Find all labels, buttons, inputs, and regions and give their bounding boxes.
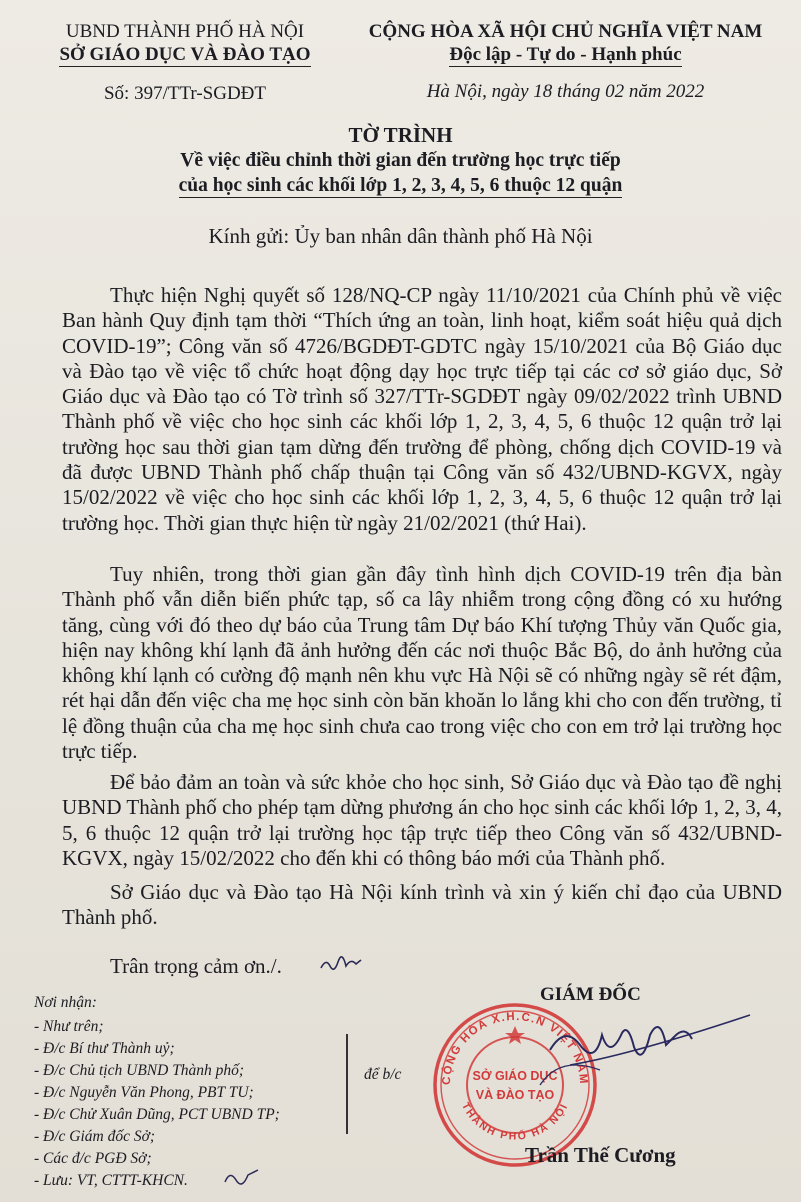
seal-bottom-text: THÀNH PHỐ HÀ NỘI — [459, 1100, 571, 1143]
signatory-position: GIÁM ĐỐC — [540, 984, 641, 1005]
recipient-item: - Lưu: VT, CTTT-KHCN. — [34, 1172, 188, 1189]
handwritten-initial — [318, 952, 366, 976]
national-motto — [330, 43, 801, 66]
recipient-item: - Các đ/c PGĐ Sở; — [34, 1150, 152, 1167]
recipient-item: - Đ/c Bí thư Thành uỷ; — [34, 1040, 175, 1057]
recipient-item: - Như trên; — [34, 1018, 104, 1035]
addressee: Kính gửi: Ủy ban nhân dân thành phố Hà Nội — [208, 224, 593, 248]
seal-outer-text: CỘNG HÒA X.H.C.N VIỆT NAM — [440, 1010, 590, 1086]
document-subtitle-2-text: của học sinh các khối lớp 1, 2, 3, 4, 5, 6 thuộc 12 quận — [178, 175, 623, 196]
national-title: CỘNG HÒA XÃ HỘI CHỦ NGHĨA VIỆT NAM — [368, 21, 763, 42]
document-title: TỜ TRÌNH — [348, 123, 453, 147]
paragraph-1: Thực hiện Nghị quyết số 128/NQ-CP ngày 11/10/2021 của Chính phủ về việc Ban hành Quy định tạm thời “Thích ứng an toàn, linh hoạt, kiểm soát hiệu quả dịch COVID-19”; Công văn số 4726/BGDĐT-GDTC ngày 15/10/2021 của Bộ Giáo dục và Đào tạo về việc tổ chức hoạt động dạy học trực tiếp tại các cơ sở giáo dục, Sở Giáo dục và Đào tạo có Tờ trình số 327/TTr-SGDĐT ngày 09/02/2022 trình UBND Thành phố về việc cho học sinh các khối lớp 1, 2, 3, 4, 5, 6 thuộc 12 quận trở lại trường học sau thời gian tạm dừng đến trường để phòng, chống dịch COVID-19 và đã được UBND Thành phố chấp thuận tại Công văn số 432/UBND-KGVX, ngày 15/02/2022 về việc cho học sinh các khối lớp 1, 2, 3, 4, 5, 6 thuộc 12 quận trở lại trường học. Thời gian thực hiện từ ngày 21/02/2021 (thứ Hai). — [62, 283, 782, 535]
paragraph-2: Tuy nhiên, trong thời gian gần đây tình hình dịch COVID-19 trên địa bàn Thành phố vẫn diễn biến phức tạp, số ca lây nhiễm trong cộng đồng có xu hướng tăng, cùng với đó theo dự báo của Trung tâm Dự báo Khí tượng Thủy văn Quốc gia, hiện nay không khí lạnh đã ảnh hưởng đến các nơi thuộc Bắc Bộ, do ảnh hưởng của không khí lạnh có cường độ mạnh nên khu vực Hà Nội sẽ có những ngày sẽ rét đậm, rét hại dẫn đến việc cha mẹ học sinh còn băn khoăn lo lắng khi cho con đến trường, tỉ lệ đồng thuận của cha mẹ học sinh chưa cao trong việc cho con em trở lại trường học trực tiếp. — [62, 562, 782, 764]
seal-center-line-1: SỞ GIÁO DỤC — [472, 1069, 558, 1083]
agency-name-text: SỞ GIÁO DỤC VÀ ĐÀO TẠO — [59, 44, 311, 65]
recipient-item: - Đ/c Chủ tịch UBND Thành phố; — [34, 1062, 245, 1079]
paragraph-3: Để bảo đảm an toàn và sức khỏe cho học sinh, Sở Giáo dục và Đào tạo đề nghị UBND Thành phố cho phép tạm dừng phương án cho học sinh các khối lớp 1, 2, 3, 4, 5, 6 thuộc 12 quận trở lại trường học tập trực tiếp theo Công văn số 432/UBND-KGVX, ngày 15/02/2022 cho đến khi có thông báo mới của Thành phố. — [62, 770, 782, 870]
recipient-item: - Đ/c Chử Xuân Dũng, PCT UBND TP; — [34, 1106, 280, 1123]
recipients-label: Nơi nhận: — [34, 994, 97, 1011]
agency-name — [20, 43, 350, 66]
brace-note: để b/c — [364, 1066, 402, 1083]
handwritten-signature — [510, 995, 760, 1115]
national-motto-text: Độc lập - Tự do - Hạnh phúc — [449, 44, 682, 65]
paragraph-4: Sở Giáo dục và Đào tạo Hà Nội kính trình và xin ý kiến chỉ đạo của UBND Thành phố. — [62, 880, 782, 930]
recipients-brace — [346, 1034, 348, 1134]
document-subtitle-1: Về việc điều chỉnh thời gian đến trường học trực tiếp — [180, 150, 621, 171]
recipient-item: - Đ/c Nguyễn Văn Phong, PBT TU; — [34, 1084, 254, 1101]
closing-line: Trân trọng cảm ơn./. — [110, 954, 282, 978]
recipient-item: - Đ/c Giám đốc Sở; — [34, 1128, 156, 1145]
document-date: Hà Nội, ngày 18 tháng 02 năm 2022 — [426, 81, 705, 102]
handwritten-initial-2 — [222, 1166, 274, 1190]
document-number: Số: 397/TTr-SGDĐT — [103, 83, 267, 104]
seal-center-line-2: VÀ ĐÀO TẠO — [475, 1088, 555, 1102]
signatory-name: Trần Thế Cương — [525, 1143, 676, 1167]
document-subtitle-2 — [0, 175, 801, 197]
agency-parent: UBND THÀNH PHỐ HÀ NỘI — [65, 21, 305, 42]
